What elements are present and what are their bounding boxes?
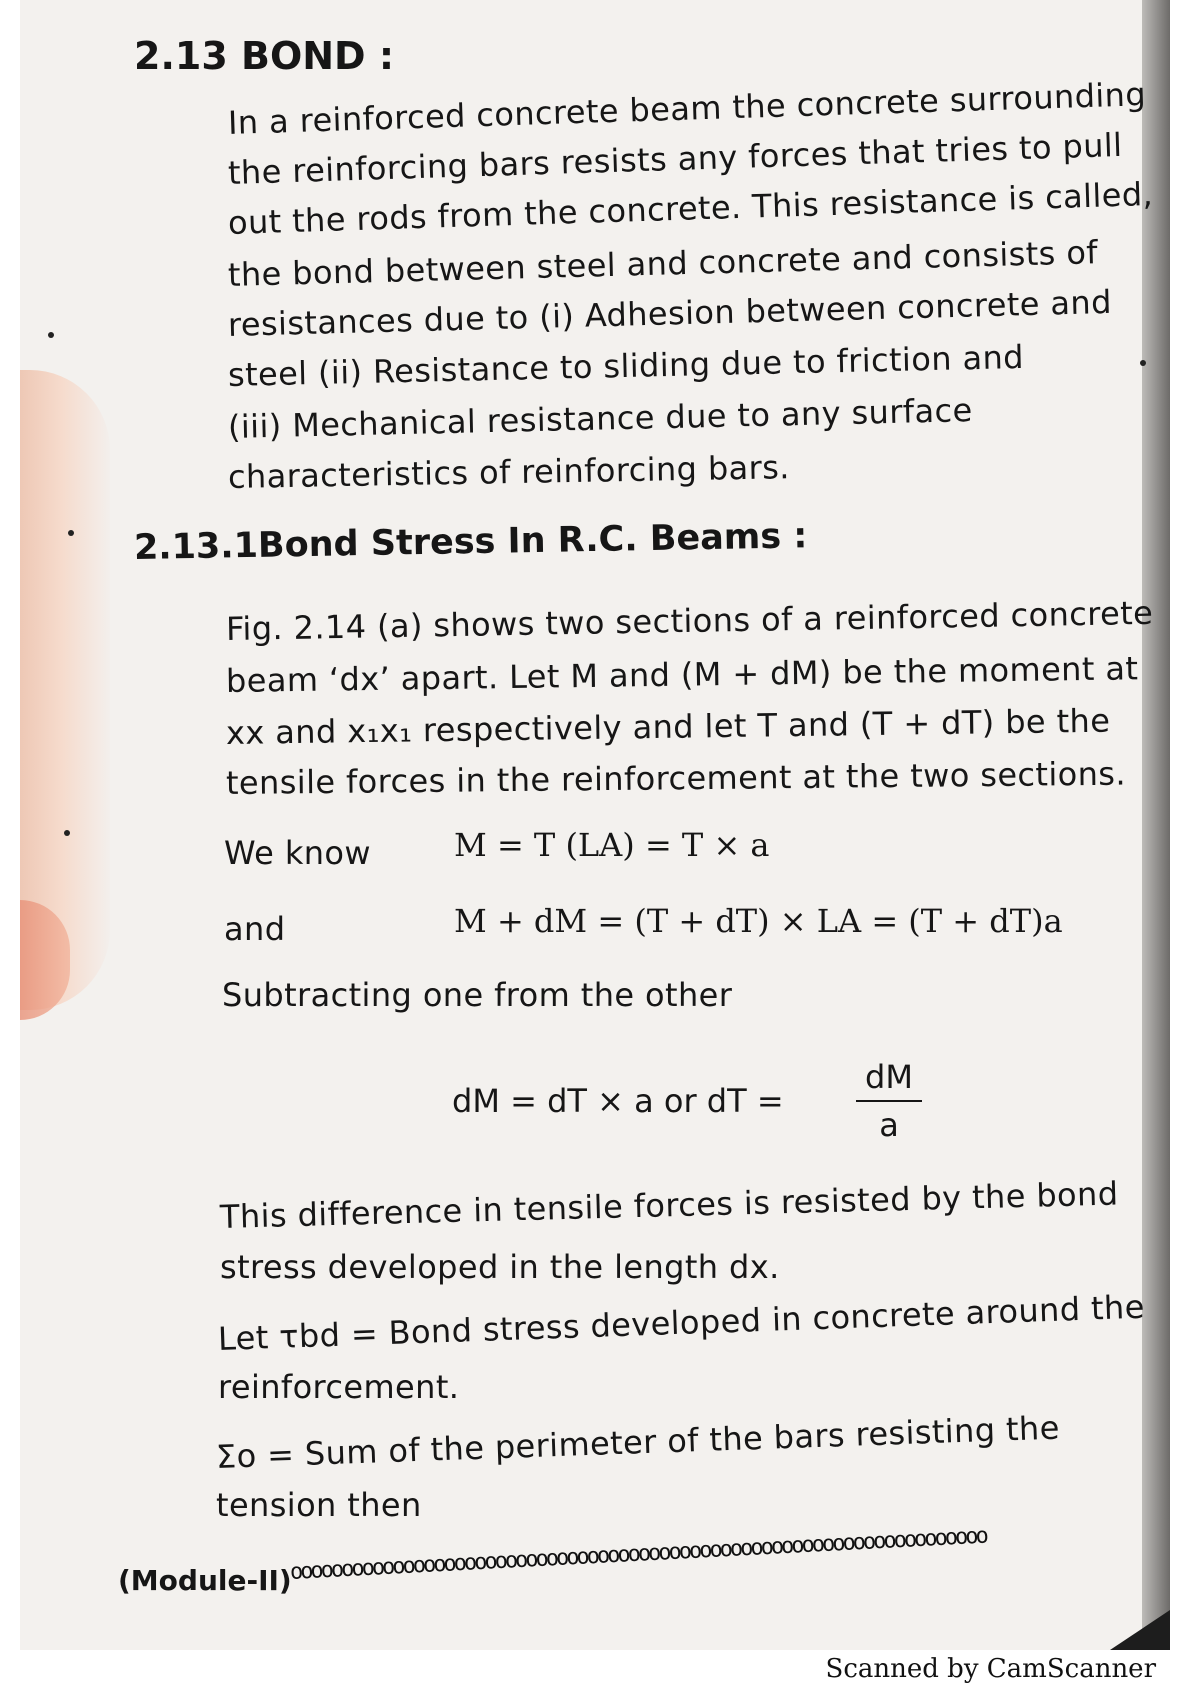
equation: dM = dT × a or dT = — [452, 1082, 784, 1120]
paragraph-line: tension then — [216, 1486, 422, 1524]
section-heading: 2.13 BOND : — [134, 34, 395, 78]
paragraph-line: Fig. 2.14 (a) shows two sections of a reinforced concrete — [225, 593, 1154, 648]
dust-speck — [68, 530, 74, 536]
dust-speck — [1140, 360, 1146, 366]
fraction-numerator: dM — [856, 1058, 922, 1102]
paragraph-line: This difference in tensile forces is resisted by the bond — [219, 1174, 1119, 1236]
paragraph-line: Let τbd = Bond stress developed in concrete around the — [217, 1287, 1146, 1358]
dust-speck — [64, 830, 70, 836]
equation: M = T (LA) = T × a — [454, 826, 770, 864]
paragraph-line: Subtracting one from the other — [222, 976, 733, 1014]
paragraph-line: xx and x₁x₁ respectively and let T and (T + dT) be the — [225, 701, 1111, 752]
paragraph-line: the reinforcing bars resists any forces that tries to pull — [227, 125, 1123, 192]
paragraph-line: In a reinforced concrete beam the concrete surrounding — [227, 75, 1147, 142]
footer-module-label: (Module-II) — [118, 1564, 292, 1597]
page-corner — [1110, 1610, 1170, 1650]
fraction — [856, 1058, 922, 1144]
subsection-heading: 2.13.1Bond Stress In R.C. Beams : — [133, 516, 808, 568]
scanner-watermark: Scanned by CamScanner — [825, 1654, 1156, 1684]
paragraph-line: beam ‘dx’ apart. Let M and (M + dM) be the moment at — [225, 649, 1139, 700]
paragraph-line: the bond between steel and concrete and consists of — [227, 233, 1099, 294]
paragraph-line: steel (ii) Resistance to sliding due to friction and — [227, 337, 1025, 394]
footer-chain-decoration: oooooooooooooooooooooooooooooooooooooooooooooooooooooooooooooooooooo — [289, 1523, 987, 1585]
paragraph-line: resistances due to (i) Adhesion between concrete and — [227, 282, 1113, 344]
paragraph-line: characteristics of reinforcing bars. — [227, 448, 791, 496]
paragraph-line: (iii) Mechanical resistance due to any surface — [227, 391, 973, 446]
equation: M + dM = (T + dT) × LA = (T + dT)a — [454, 902, 1063, 940]
dust-speck — [48, 332, 54, 338]
equation-label: We know — [224, 834, 371, 872]
paragraph-line: reinforcement. — [218, 1368, 460, 1406]
equation-label: and — [224, 910, 286, 948]
fraction-denominator: a — [879, 1106, 899, 1144]
paragraph-line: Σo = Sum of the perimeter of the bars resisting the — [215, 1408, 1061, 1476]
paragraph-line: tensile forces in the reinforcement at the two sections. — [225, 754, 1127, 802]
paragraph-line: out the rods from the concrete. This resistance is called, — [227, 174, 1154, 242]
page-edge-shadow — [1142, 0, 1170, 1650]
paragraph-line: stress developed in the length dx. — [220, 1248, 780, 1286]
